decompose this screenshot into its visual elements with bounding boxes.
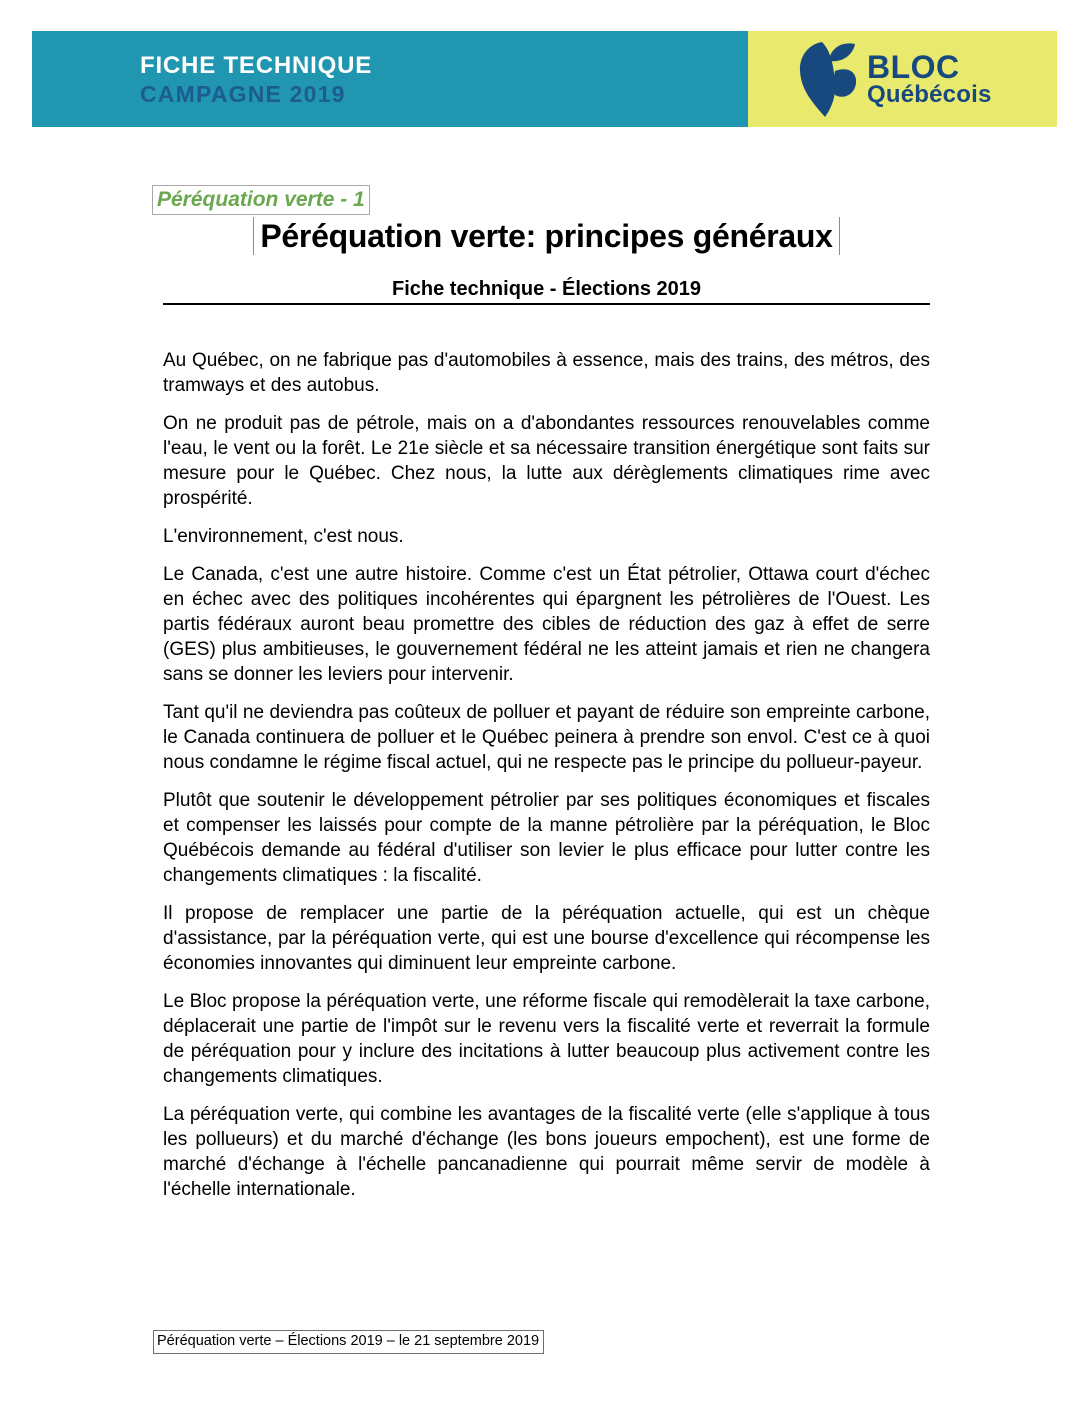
paragraph: L'environnement, c'est nous. [163, 526, 404, 547]
bloc-quebecois-logo-icon [796, 39, 858, 119]
body-text [163, 348, 930, 1202]
header-banner [32, 31, 1057, 127]
page-subtitle: Fiche technique - Élections 2019 [392, 278, 701, 300]
logo-word-quebecois: Québécois [867, 80, 992, 108]
banner-subtitle: CAMPAGNE 2019 [140, 80, 346, 107]
bloc-quebecois-wordmark [867, 48, 992, 108]
paragraph: On ne produit pas de pétrole, mais on a d'abondantes ressources renouvelables comme l'eau, le vent ou la forêt. Le 21e siècle et sa nécessaire transition énergétique sont faits sur mesure pour le Québec. Chez nous, la lutte aux dérèglements climatiques rime avec prospérité. [163, 413, 930, 509]
logo-word-bloc: BLOC [867, 48, 960, 85]
banner-right-yellow [748, 31, 1057, 127]
page-title[interactable]: Péréquation verte: principes généraux [253, 217, 839, 255]
footer-field[interactable]: Péréquation verte – Élections 2019 – le 21 septembre 2019 [153, 1330, 544, 1354]
document-content [157, 185, 930, 1215]
paragraph: Il propose de remplacer une partie de la péréquation actuelle, qui est un chèque d'assistance, par la péréquation verte, qui est une bourse d'excellence qui récompense les économies innovantes qui diminuent leur empreinte carbone. [163, 903, 930, 974]
subtitle-rule [163, 278, 930, 305]
series-tag-field[interactable]: Péréquation verte - 1 [152, 185, 370, 215]
paragraph: Plutôt que soutenir le développement pétrolier par ses politiques économiques et fiscales et compenser les laissés pour compte de la manne pétrolière par la péréquation, le Bloc Québécois demande au fédéral d'utiliser son levier le plus efficace pour lutter contre les changements climatiques : la fiscalité. [163, 790, 930, 886]
paragraph: Le Canada, c'est une autre histoire. Comme c'est un État pétrolier, Ottawa court d'échec en échec avec des politiques incohérentes qui épargnent les pétrolières de l'Ouest. Les partis fédéraux auront beau promettre des cibles de réduction des gaz à effet de serre (GES) plus ambitieuses, le gouvernement fédéral ne les atteint jamais et rien ne changera sans se donner les leviers pour intervenir. [163, 564, 930, 685]
banner-title: FICHE TECHNIQUE [140, 51, 373, 79]
paragraph: Le Bloc propose la péréquation verte, une réforme fiscale qui remodèlerait la taxe carbone, déplacerait une partie de l'impôt sur le revenu vers la fiscalité verte et reverrait la formule de péréquation pour y inclure des incitations à lutter beaucoup plus activement contre les changements climatiques. [163, 991, 930, 1087]
paragraph: La péréquation verte, qui combine les avantages de la fiscalité verte (elle s'applique à tous les pollueurs) et du marché d'échange (les bons joueurs empochent), est une forme de marché d'échange à l'échelle pancanadienne qui pourrait même servir de modèle à l'échelle internationale. [163, 1104, 930, 1200]
title-row [163, 217, 930, 255]
paragraph: Tant qu'il ne deviendra pas coûteux de polluer et payant de réduire son empreinte carbone, le Canada continuera de polluer et le Québec peinera à prendre son envol. C'est ce à quoi nous condamne le régime fiscal actuel, qui ne respecte pas le principe du pollueur-payeur. [163, 702, 930, 773]
paragraph: Au Québec, on ne fabrique pas d'automobiles à essence, mais des trains, des métros, des tramways et des autobus. [163, 350, 930, 396]
banner-left-teal [32, 31, 748, 127]
